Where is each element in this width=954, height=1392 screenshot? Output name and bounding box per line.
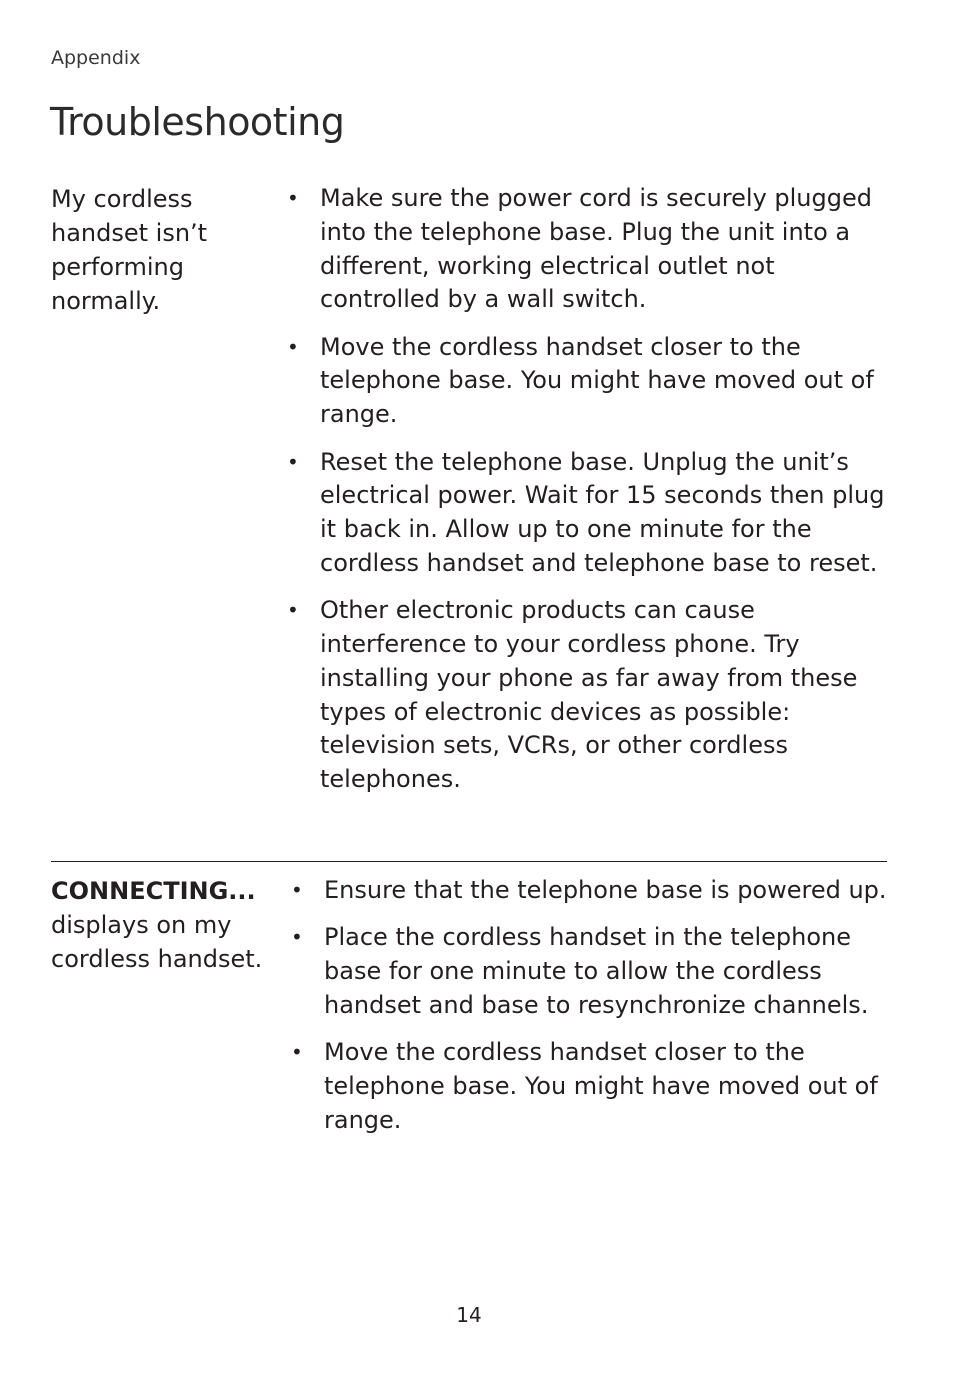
solution-item bbox=[291, 921, 887, 1022]
problem-description: displays on my cordless handset. bbox=[51, 911, 263, 973]
problem-text bbox=[51, 874, 276, 976]
bullet-icon: • bbox=[287, 598, 299, 623]
solution-text: Other electronic products can cause interference to your cordless phone. Try installing your phone as far away from these types of electronic devices as possible: television sets, VCRs, or other cordless telephones. bbox=[320, 596, 858, 794]
bullet-icon: • bbox=[291, 1040, 303, 1065]
solution-text: Move the cordless handset closer to the telephone base. You might have moved out of range. bbox=[324, 1038, 878, 1134]
solution-text: Ensure that the telephone base is powered up. bbox=[324, 876, 887, 904]
solution-item bbox=[291, 1036, 887, 1137]
bullet-icon: • bbox=[291, 878, 303, 902]
problem-text: My cordless handset isn’t performing normally. bbox=[51, 185, 208, 315]
solution-text: Place the cordless handset in the telephone base for one minute to allow the cordless handset and base to resynchronize channels. bbox=[324, 923, 869, 1019]
screen-message: CONNECTING... bbox=[51, 877, 256, 905]
solution-item bbox=[287, 446, 887, 581]
row-divider bbox=[51, 861, 887, 862]
solution-list bbox=[291, 874, 887, 1151]
bullet-icon: • bbox=[291, 925, 303, 950]
solution-list bbox=[287, 182, 887, 811]
solution-text: Reset the telephone base. Unplug the unit’s electrical power. Wait for 15 seconds then plug it back in. Allow up to one minute for the cordless handset and telephone base to reset. bbox=[320, 447, 885, 577]
page-number: 14 bbox=[456, 1303, 482, 1327]
bullet-icon: • bbox=[287, 334, 299, 359]
solution-item bbox=[291, 874, 887, 908]
solution-text: Make sure the power cord is securely plugged into the telephone base. Plug the unit into a different, working electrical outlet not controlled by a wall switch. bbox=[320, 184, 872, 314]
page-title: Troubleshooting bbox=[50, 100, 345, 144]
bullet-icon: • bbox=[287, 186, 299, 210]
solution-item bbox=[287, 331, 887, 432]
section-label: Appendix bbox=[51, 47, 141, 69]
bullet-icon: • bbox=[287, 449, 299, 474]
solution-text: Move the cordless handset closer to the telephone base. You might have moved out of range. bbox=[320, 332, 874, 429]
solution-item bbox=[287, 594, 887, 797]
solution-item bbox=[287, 182, 887, 317]
